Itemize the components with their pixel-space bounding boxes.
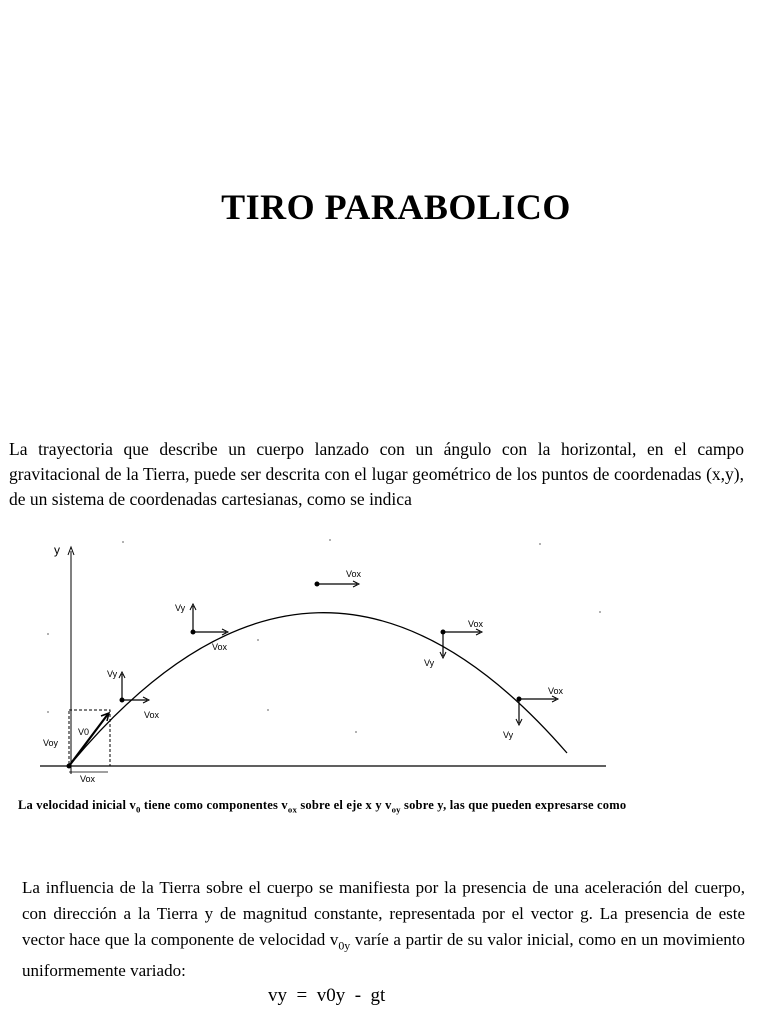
gravity-paragraph-text: La influencia de la Tierra sobre el cuerpo se manifiesta por la presencia de una aceleración del cuerpo, con dirección a la Tierra y de magnitud constante, representada por el vector g. La presencia de este vector hace que la componente de velocidad v (22, 878, 745, 949)
v0-vector (69, 714, 108, 766)
velocity-equation: vy = v0y - gt (268, 985, 386, 1006)
gravity-paragraph (22, 875, 745, 984)
scan-specks (47, 539, 601, 733)
projectile-trajectory-diagram (0, 532, 620, 788)
trajectory-points (67, 582, 522, 769)
vox-label-3: Vox (212, 642, 228, 652)
vox-label-6: Vox (548, 686, 564, 696)
gravity-paragraph-subscript: 0y (338, 938, 351, 953)
caption-part2: tiene como componentes v (140, 798, 288, 812)
y-axis-label: y (54, 543, 60, 557)
diagram-caption (18, 796, 718, 819)
caption-voy-subscript: oy (391, 804, 401, 815)
gravity-paragraph-tail: varíe a partir de su valor inicial, como en un movimiento uniformemente variado: (22, 930, 746, 981)
vy-label-5: Vy (424, 658, 435, 668)
page-title: TIRO PARABOLICO (221, 187, 571, 227)
vy-label-2: Vy (107, 669, 118, 679)
caption-v0-subscript: 0 (135, 804, 141, 815)
vox-label-origin: Vox (80, 774, 96, 784)
caption-part3: sobre el eje x y v (297, 798, 392, 812)
caption-part1: La velocidad inicial v (18, 798, 136, 812)
vy-label-3: Vy (175, 603, 186, 613)
vox-label-2: Vox (144, 710, 160, 720)
vox-label-apex: Vox (346, 569, 362, 579)
v0-label: V0 (78, 727, 90, 737)
caption-part4: sobre y, las que pueden expresarse como (400, 798, 627, 812)
trajectory-curve (69, 613, 567, 766)
vy-label-6: Vy (503, 730, 514, 740)
caption-vox-subscript: ox (287, 804, 298, 815)
intro-paragraph: La trayectoria que describe un cuerpo lanzado con un ángulo con la horizontal, en el campo gravitacional de la Tierra, puede ser descrita con el lugar geométrico de los puntos de coordenadas (x,y), de un sistema de coordenadas cartesianas, como se indica (9, 439, 744, 509)
voy-label: Voy (43, 738, 59, 748)
vox-label-5: Vox (468, 619, 484, 629)
